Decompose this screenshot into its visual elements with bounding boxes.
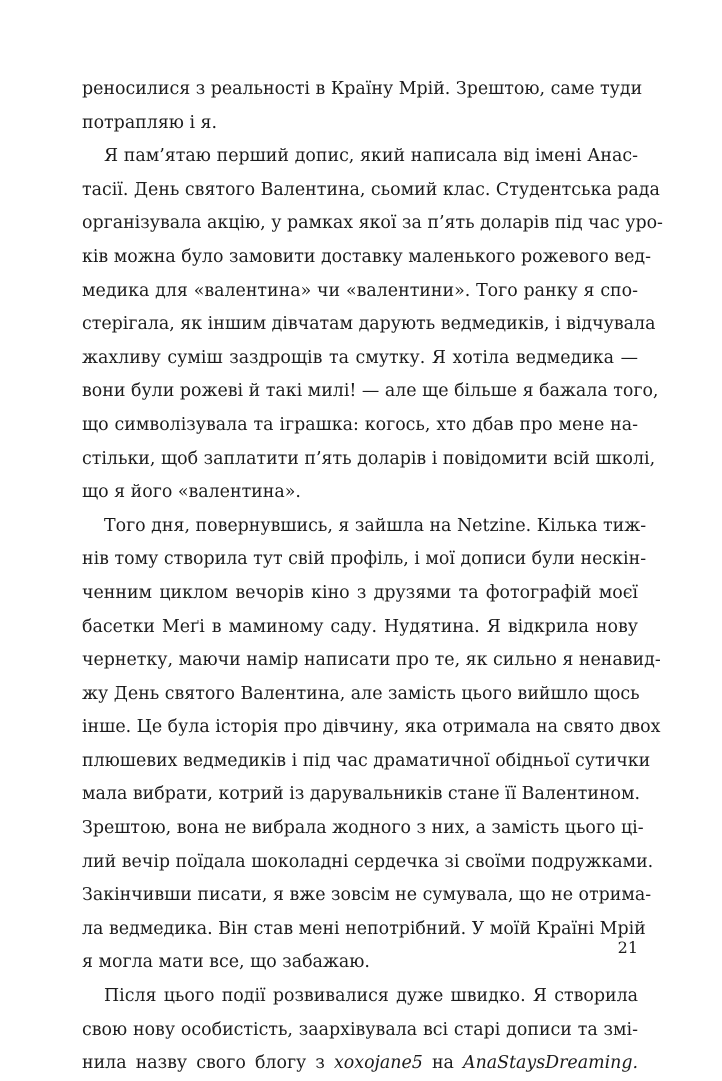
text-line: медика для «валентина» чи «валентини». Того ранку я спо- — [82, 280, 638, 301]
text-line: Зрештою, вона не вибрала жодного з них, а замість цього ці- — [82, 818, 644, 839]
text-line: ків можна було замовити доставку маленького рожевого вед- — [82, 246, 651, 267]
text-line: тасії. День святого Валентина, сьомий клас. Студентська рада — [82, 179, 660, 200]
text-line: стерігала, як іншим дівчатам дарують ведмедиків, і відчувала — [82, 314, 656, 335]
text-line: жу День святого Валентина, але замість цього вийшло щось — [82, 683, 640, 704]
page-number: 21 — [617, 938, 638, 957]
paragraph — [82, 73, 643, 140]
text-line: ченним циклом вечорів кіно з друзями та фотографій моєї — [82, 582, 638, 603]
new-blog-name: AnaStaysDreaming. — [463, 1053, 639, 1074]
text-line — [82, 1047, 638, 1081]
text-line: вони були рожеві й такі милі! — але ще більше я бажала того, — [82, 381, 659, 402]
text-line: що символізувала та іграшка: когось, хто дбав про мене на- — [82, 414, 638, 435]
text-line: ла ведмедика. Він став мені непотрібний. У моїй Країні Мрій — [82, 918, 646, 939]
text-line: Закінчивши писати, я вже зовсім не сумувала, що не отрима- — [82, 885, 652, 906]
text-line: лий вечір поїдала шоколадні сердечка зі своїми подружками. — [82, 851, 654, 872]
old-blog-name: xoxojane5 — [333, 1053, 423, 1074]
text-line: басетки Меґі в маминому саду. Нудятина. Я відкрила нову — [82, 616, 638, 637]
body-text — [82, 73, 663, 1081]
text-line: свою нову особистість, заархівувала всі старі дописи та змі- — [82, 1019, 638, 1040]
text-line: чернетку, маючи намір написати про те, як сильно я ненавид- — [82, 650, 661, 671]
text-line: Того дня, повернувшись, я зайшла на Netzine. Кілька тиж- — [104, 515, 647, 536]
text-line: Я пам’ятаю перший допис, який написала від імені Анас- — [104, 146, 638, 167]
text-line: Після цього події розвивалися дуже швидко. Я створила — [104, 986, 638, 1007]
text-line: мала вибрати, котрий із дарувальників стане її Валентином. — [82, 784, 641, 805]
text-line: що я його «валентина». — [82, 482, 301, 503]
text-line: організувала акцію, у рамках якої за п’ять доларів під час уро- — [82, 213, 663, 234]
text-line: інше. Це була історія про дівчину, яка отримала на свято двох — [82, 717, 661, 738]
text-line: я могла мати все, що забажаю. — [82, 952, 370, 973]
paragraph — [82, 140, 663, 510]
text-line: нів тому створила тут свій профіль, і мої дописи були нескін- — [82, 549, 647, 570]
paragraph — [82, 510, 661, 980]
paragraph — [82, 980, 638, 1081]
text-line: реносилися з реальності в Країну Мрій. Зрештою, саме туди — [82, 79, 643, 99]
text-segment: на — [422, 1053, 464, 1074]
text-line: стільки, щоб заплатити п’ять доларів і повідомити всій школі, — [82, 448, 656, 469]
text-line: потрапляю і я. — [82, 112, 218, 133]
text-segment: нила назву свого блогу з — [82, 1053, 334, 1074]
text-line: жахливу суміш заздрощів та смутку. Я хотіла ведмедика — — [82, 347, 638, 368]
text-line: плюшевих ведмедиків і під час драматичної обідньої сутички — [82, 750, 651, 771]
